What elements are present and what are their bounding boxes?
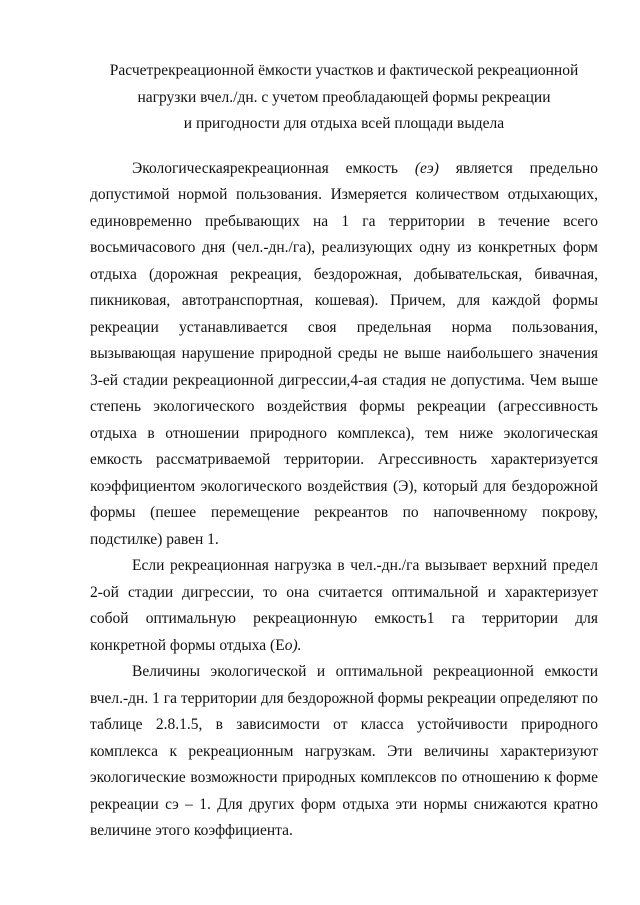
document-page	[90, 58, 598, 845]
paragraph-optimal-capacity	[90, 553, 598, 659]
title-line-2: нагрузки вчел./дн. с учетом преобладающей формы рекреации	[137, 88, 551, 106]
paragraph-1-text-start: Экологическаярекреационная емкость	[132, 159, 415, 177]
paragraph-1-text-rest: является предельно допустимой нормой пользования. Измеряется количеством отдыхающих, единовременно пребывающих на 1 га территории в течение всего восьмичасового дня (чел.-дн./га), реализующих одну из конкретных форм отдыха (дорожная рекреация, бездорожная, добывательская, бивачная, пикниковая, автотранспортная, кошевая). Причем, для каждой формы рекреации устанавливается своя предельная норма пользования, вызывающая нарушение природной среды не выше наибольшего значения 3-ей стадии рекреационной дигрессии,4-ая стадия не допустима. Чем выше степень экологического воздействия формы рекреации (агрессивность отдыха в отношении природного комплекса), тем ниже экологическая емкость рассматриваемой территории. Агрессивность характеризуется коэффициентом экологического воздействия (Э), который для бездорожной формы (пешее перемещение рекреантов по напочвенному покрову, подстилке) равен 1.	[90, 159, 598, 548]
ecological-capacity-symbol: (eэ)	[414, 159, 439, 177]
document-title	[90, 58, 598, 138]
paragraph-2-text-start: Если рекреационная нагрузка в чел.-дн./га вызывает верхний предел 2-ой стадии дигрессии, то она считается оптимальной и характеризует собой оптимальную рекреационную емкость1 га территории для конкретной формы отдыха (Е	[90, 557, 598, 654]
document-body	[90, 156, 598, 845]
optimal-capacity-symbol: о).	[284, 636, 302, 654]
title-line-1: Расчетрекреационной ёмкости участков и фактической рекреационной	[109, 62, 579, 79]
paragraph-capacity-values	[90, 659, 598, 845]
paragraph-3-text: Величины экологической и оптимальной рекреационной емкости вчел.-дн. 1 га территории для бездорожной формы рекреации определяют по таблице 2.8.1.5, в зависимости от класса устойчивости природного комплекса к рекреационным нагрузкам. Эти величины характеризуют экологические возможности природных комплексов по отношению к форме рекреации сэ – 1. Для других форм отдыха эти нормы снижаются кратно величине этого коэффициента.	[90, 663, 598, 839]
title-line-3: и пригодности для отдыха всей площади выдела	[183, 115, 505, 132]
paragraph-ecological-capacity	[90, 156, 598, 554]
